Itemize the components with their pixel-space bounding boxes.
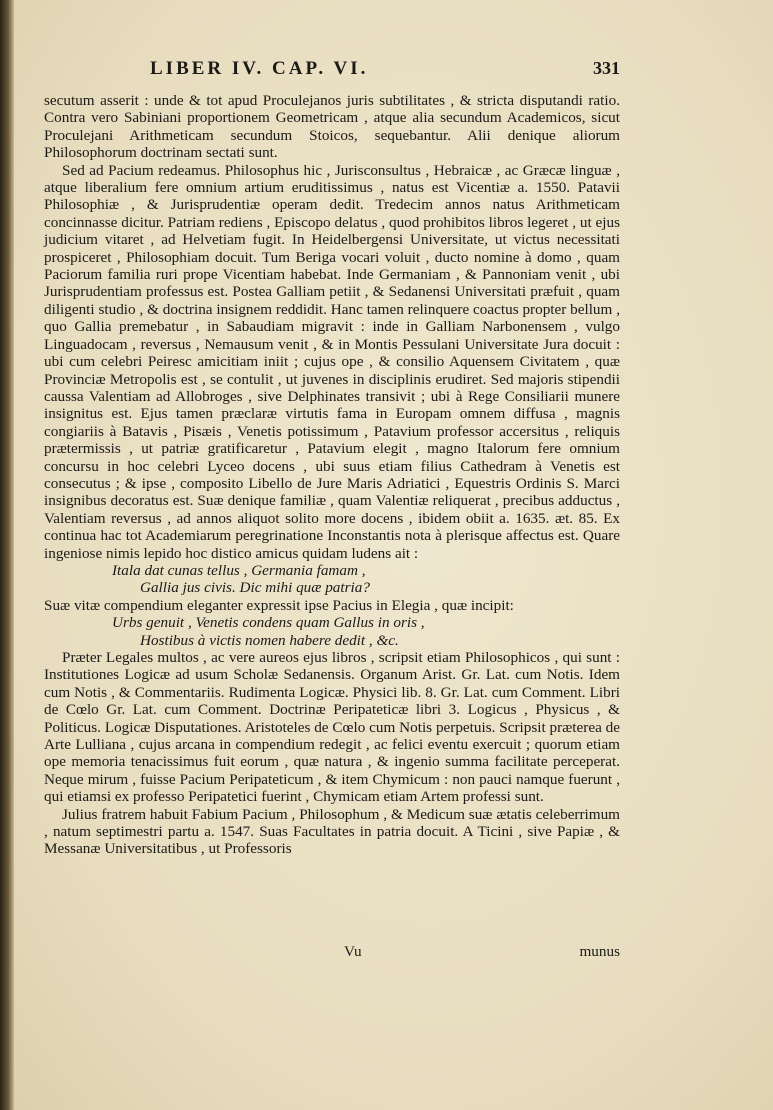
verse-line: Urbs genuit , Venetis condens quam Gallus in oris , xyxy=(112,614,425,632)
page-footer xyxy=(44,943,620,961)
page-header xyxy=(150,58,620,80)
running-head: LIBER IV. CAP. VI. xyxy=(150,58,369,79)
book-spine-shadow xyxy=(0,0,14,1110)
page-body xyxy=(44,92,620,858)
paragraph-1: secutum asserit : unde & tot apud Proculejanos juris subtilitates , & stricta disputandi ratio. Contra vero Sabiniani proportionem Geometricam , atque alia secundum Academicos, sicut Proculejani Arithmeticam secundum Stoicos, sequebantur. Alii denique aliorum Philosophorum doctrinam sectati sunt. xyxy=(44,92,620,162)
catchword: munus xyxy=(579,943,620,960)
paragraph-2: Sed ad Pacium redeamus. Philosophus hic , Jurisconsultus , Hebraicæ , ac Græcæ linguæ , atque liberalium fere omnium artium eruditissimus , natus est Vicentiæ a. 1550. Patavii Philosophiæ , & Jurisprudentiæ operam dedit. Tredecim annos natus Arithmeticam concinnasse dicitur. Patriam rediens , Episcopo delatus , quod prohibitos libros legeret , ut ejus judicium vitaret , ad Helvetiam fugit. In Heidelbergensi Universitate, ut victus necessitati prospiceret , Philosophiam docuit. Tum Beriga vocari voluit , ducto nomine à domo , quam Paciorum familia ruri prope Vicentiam habebat. Inde Germaniam , & Pannoniam venit , ubi Jurisprudentiam professus est. Postea Galliam petiit , & Sedanensi Universitati præfuit , quam diligenti studio , & doctrina insignem reddidit. Hanc tamen relinquere coactus propter bellum , quo Gallia premebatur , in Sabaudiam migravit : inde in Galliam Narbonensem , vulgo Linguadocam , reversus , Nemausum venit , & in Montis Pessulani Universitate Jura docuit : ubi cum celebri Peiresc amicitiam iniit ; cujus ope , & consilio Aquensem Civitatem , quæ Provinciæ Metropolis est , se contulit , ut juvenes in disciplinis erudiret. Sed majoris stipendii caussa Valentiam ad Allobroges , sive Delphinates transivit ; ubi à Rege Consiliarii munere insignitus est. Ejus tamen præclaræ virtutis fama in Europam omnem diffusa , magnis congiariis à Batavis , Pisæis , Venetis potissimum , Patavium professor accersitus , reliquis prætermissis , ut patriæ gratificaretur , Patavium elegit , magno Italorum fere omnium concursu in hoc celebri Lyceo docens , ubi suus etiam filius Cathedram à Venetis est consecutus ; & ipse , composito Libello de Jure Maris Adriatici , Equestris Ordinis S. Marci insignibus decoratus est. Suæ denique familiæ , quam Valentiæ reliquerat , precibus adductus , Valentiam reversus , ad annos aliquot solito more docens , ibidem obiit a. 1635. æt. 85. Ex continua hac tot Academiarum peregrinatione Inconstantis nota à plerisque affectus est. Quare ingeniose nimis lepido hoc distico amicus quidam ludens ait : xyxy=(44,161,620,562)
page-number: 331 xyxy=(593,58,620,78)
verse-line: Hostibus à victis nomen habere dedit , &c. xyxy=(140,631,399,649)
paragraph-3: Præter Legales multos , ac vere aureos ejus libros , scripsit etiam Philosophicos , qui sunt : Institutiones Logicæ ad usum Scholæ Sedanensis. Organum Arist. Gr. Lat. cum Notis. Idem cum Notis , & Commentariis. Rudimenta Logicæ. Physici lib. 8. Gr. Lat. cum Comment. Libri de Cœlo Gr. Lat. cum Comment. Doctrinæ Peripateticæ libri 3. Logicus , Physicus , & Politicus. Logicæ Disputationes. Aristoteles de Cœlo cum Notis perpetuis. Scripsit præterea de Arte Lulliana , cujus arcana in compendium redegit , ac felici eventu exercuit ; quorum etiam ope memoria tenacissimus fuit eorum , quæ natura , & ingenio summa facilitate perceperat. Neque mirum , fuisse Pacium Peripateticum , & item Chymicum : non pauci namque fuerunt , qui etiamsi ex professo Peripatetici fuerint , Chymicam etiam Artem professi sunt. xyxy=(44,649,620,806)
verse-line: Itala dat cunas tellus , Germania famam , xyxy=(112,561,366,579)
verse-line: Gallia jus civis. Dic mihi quæ patria? xyxy=(140,579,370,597)
paragraph-4: Julius fratrem habuit Fabium Pacium , Philosophum , & Medicum suæ ætatis celeberrimum , natum septimestri partu a. 1547. Suas Facultates in patria docuit. A Ticini , sive Papiæ , & Messanæ Universitatibus , ut Professoris xyxy=(44,805,620,858)
signature-mark: Vu xyxy=(344,943,362,960)
paragraph-between: Suæ vitæ compendium eleganter expressit ipse Pacius in Elegia , quæ incipit: xyxy=(44,596,514,614)
